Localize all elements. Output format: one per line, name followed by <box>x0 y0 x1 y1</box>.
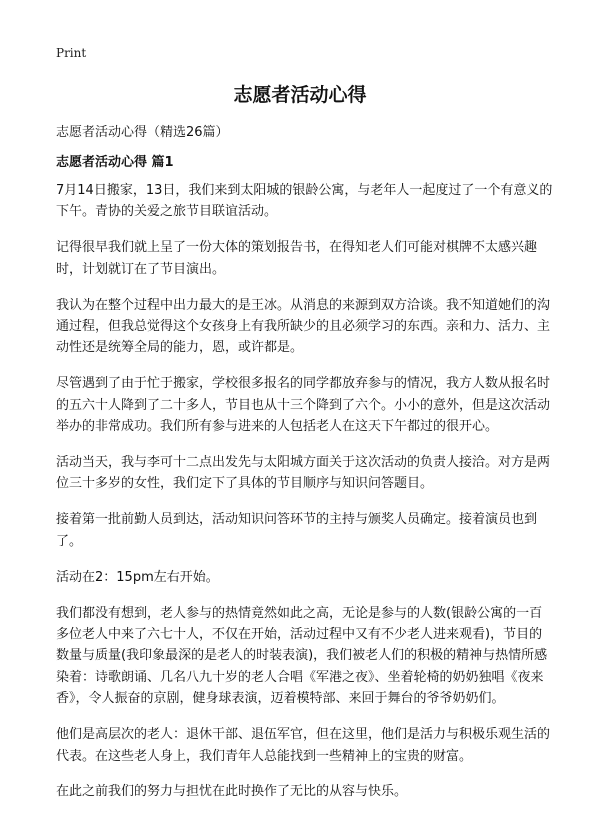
page-title: 志愿者活动心得 <box>233 84 367 106</box>
paragraph: 他们是高层次的老人：退休干部、退伍军官，但在这里，他们是活力与积极乐观生活的代表。在这些老人身上，我们青年人总能找到一些精神上的宝贵的财富。 <box>56 727 551 764</box>
print-link[interactable]: Print <box>56 46 87 60</box>
paragraph: 活动在2：15pm左右开始。 <box>56 569 219 585</box>
paragraph: 活动当天，我与李可十二点出发先与太阳城方面关于这次活动的负责人接洽。对方是两位三十多岁的女性，我们定下了具体的节目顺序与知识问答题目。 <box>56 455 551 492</box>
paragraph: 7月14日搬家，13日，我们来到太阳城的银龄公寓，与老年人一起度过了一个有意义的下午。青协的关爱之旅节目联谊活动。 <box>56 183 553 220</box>
paragraph: 记得很早我们就上呈了一份大体的策划报告书，在得知老人们可能对棋牌不太感兴趣时，计划就订在了节目演出。 <box>56 240 538 277</box>
paragraph: 尽管遇到了由于忙于搬家，学校很多报名的同学都放弃参与的情况，我方人数从报名时的五六十人降到了二十多人，节目也从十三个降到了六个。小小的意外，但是这次活动举办的非常成功。我们所有参与进来的人包括老人在这天下午都过的很开心。 <box>56 376 551 435</box>
article-body <box>56 180 554 817</box>
paragraph: 我认为在整个过程中出力最大的是王冰。从消息的来源到双方洽谈。我不知道她们的沟通过程，但我总觉得这个女孩身上有我所缺少的且必须学习的东西。亲和力、活力、主动性还是统筹全局的能力，恩，或许都是。 <box>56 297 551 356</box>
paragraph: 接着第一批前勤人员到达，活动知识问答环节的主持与颁奖人员确定。接着演员也到了。 <box>56 512 538 549</box>
paragraph: 在此之前我们的努力与担忧在此时换作了无比的从容与快乐。 <box>56 784 408 800</box>
paragraph: 我们都没有想到，老人参与的热情竟然如此之高，无论是参与的人数(银龄公寓的一百多位老人中来了六七十人，不仅在开始，活动过程中又有不少老人进来观看)，节目的数量与质量(我印象最深的是老人的时装表演)，我们被老人们的积极的精神与热情所感染着：诗歌朗诵、几名八九十岁的老人合唱《军港之夜》、坐着轮椅的奶奶独唱《夜来香》，令人振奋的京剧，健身球表演，迈着模特部、来回于舞台的爷爷奶奶们。 <box>56 605 548 707</box>
section-heading: 志愿者活动心得 篇1 <box>56 155 174 170</box>
document-subtitle: 志愿者活动心得（精选26篇） <box>56 125 229 140</box>
